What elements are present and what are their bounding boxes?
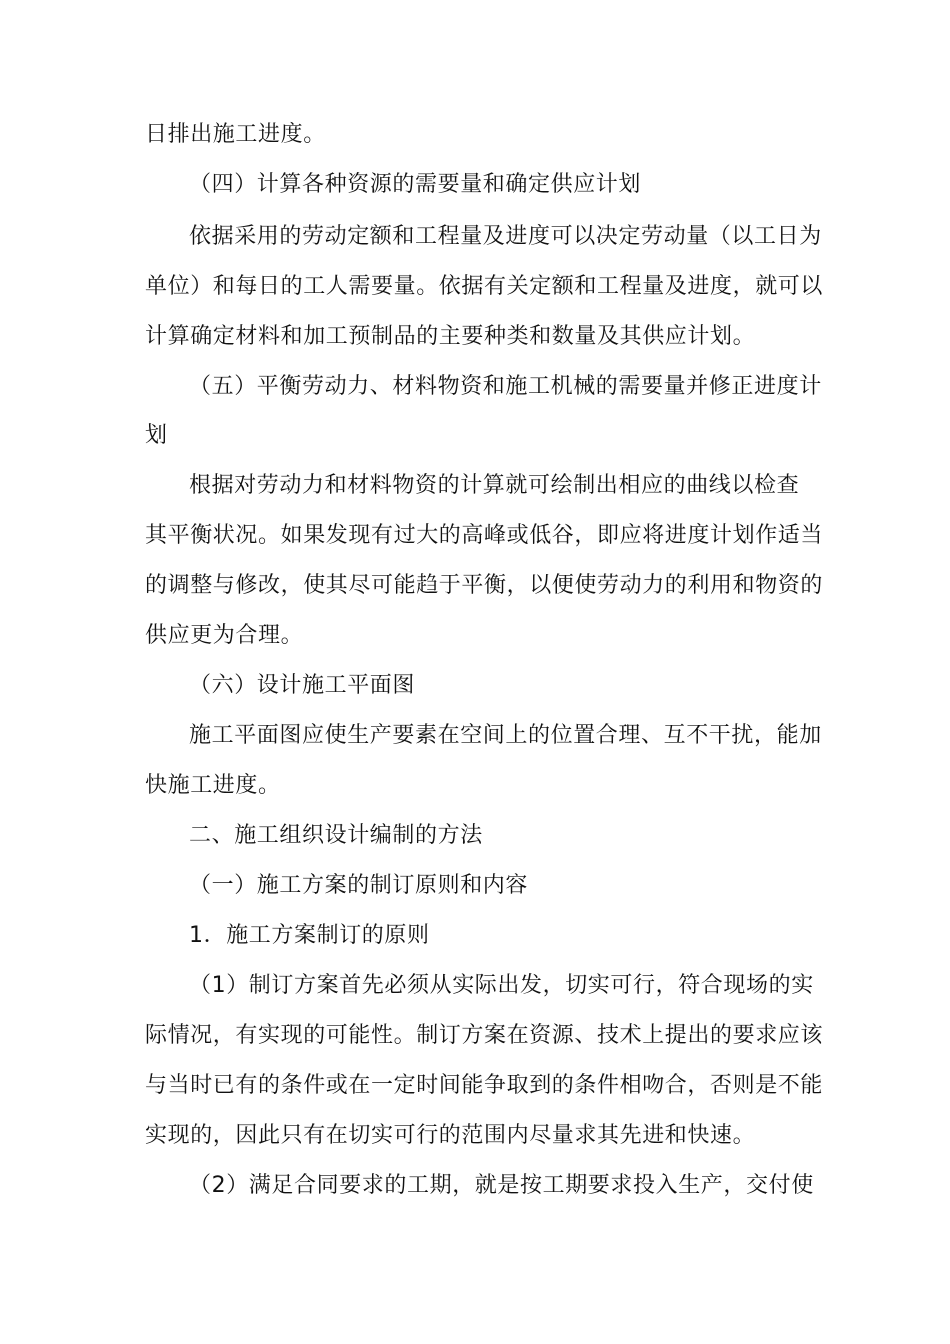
paragraph-line: 际情况，有实现的可能性。制订方案在资源、技术上提出的要求应该 bbox=[145, 1023, 824, 1048]
paragraph-line: 供应更为合理。 bbox=[145, 623, 304, 648]
paragraph-line: 日排出施工进度。 bbox=[145, 122, 326, 147]
paragraph-line: 计算确定材料和加工预制品的主要种类和数量及其供应计划。 bbox=[145, 324, 756, 349]
paragraph-line: 根据对劳动力和材料物资的计算就可绘制出相应的曲线以检查 bbox=[189, 473, 800, 498]
section-heading: （六）设计施工平面图 bbox=[189, 673, 416, 698]
section-heading-continued: 划 bbox=[145, 423, 168, 448]
subsection-heading: 1．施工方案制订的原则 bbox=[189, 923, 430, 948]
paragraph-line: （1）制订方案首先必须从实际出发，切实可行，符合现场的实 bbox=[189, 973, 814, 998]
paragraph-line: 与当时已有的条件或在一定时间能争取到的条件相吻合，否则是不能 bbox=[145, 1073, 824, 1098]
section-heading: （五）平衡劳动力、材料物资和施工机械的需要量并修正进度计 bbox=[189, 374, 822, 399]
paragraph-line: 其平衡状况。如果发现有过大的高峰或低谷，即应将进度计划作适当 bbox=[145, 523, 824, 548]
paragraph-line: 单位）和每日的工人需要量。依据有关定额和工程量及进度，就可以 bbox=[145, 274, 824, 299]
paragraph-line: 依据采用的劳动定额和工程量及进度可以决定劳动量（以工日为 bbox=[189, 224, 822, 249]
chapter-heading: 二、施工组织设计编制的方法 bbox=[189, 823, 483, 848]
section-heading: （四）计算各种资源的需要量和确定供应计划 bbox=[189, 172, 642, 197]
paragraph-line: 施工平面图应使生产要素在空间上的位置合理、互不干扰，能加 bbox=[189, 723, 822, 748]
paragraph-line: （2）满足合同要求的工期，就是按工期要求投入生产，交付使 bbox=[189, 1173, 814, 1198]
paragraph-line: 快施工进度。 bbox=[145, 773, 281, 798]
paragraph-line: 实现的，因此只有在切实可行的范围内尽量求其先进和快速。 bbox=[145, 1123, 756, 1148]
section-heading: （一）施工方案的制订原则和内容 bbox=[189, 873, 529, 898]
paragraph-line: 的调整与修改，使其尽可能趋于平衡，以便使劳动力的利用和物资的 bbox=[145, 573, 824, 598]
